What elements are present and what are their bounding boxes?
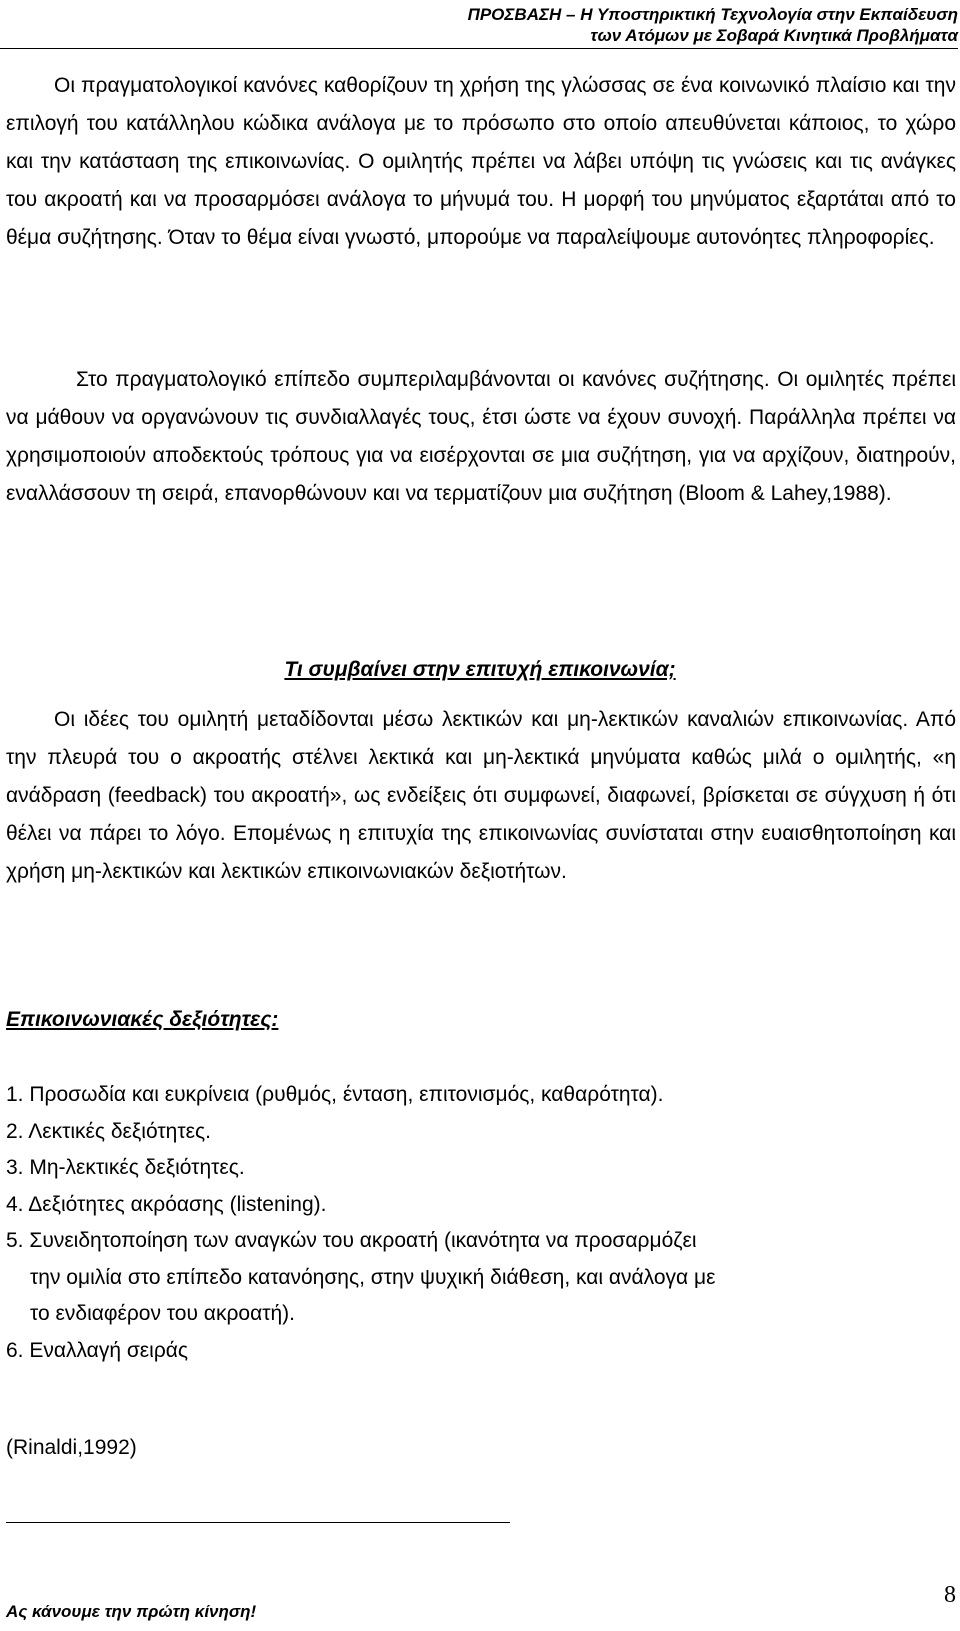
paragraph-conversation-rules: Στο πραγματολογικό επίπεδο συμπεριλαμβάνονται οι κανόνες συζήτησης. Οι ομιλητές πρέπει να μάθουν να οργανώνουν τις συνδιαλλαγές τους, έτσι ώστε να έχουν συνοχή. Παράλληλα πρέπει να χρησιμοποιούν αποδεκτούς τρόπους για να εισέρχονται σε μια συζήτηση, για να αρχίζουν, διατηρούν, εναλλάσσουν τη σειρά, επανορθώνουν και να τερματίζουν μια συζήτηση (Bloom & Lahey,1988).	[6, 368, 956, 505]
list-item-line: την ομιλία στο επίπεδο κατανόησης, στην ψυχική διάθεση, και ανάλογα με	[30, 1265, 716, 1289]
list-item: 6. Εναλλαγή σειράς	[6, 1338, 189, 1362]
header-title-line-1: ΠΡΟΣΒΑΣΗ – Η Υποστηρικτική Τεχνολογία στην Εκπαίδευση	[467, 5, 958, 24]
list-item: 1. Προσωδία και ευκρίνεια (ρυθμός, ένταση, επιτονισμός, καθαρότητα).	[6, 1083, 664, 1106]
header-title-line-2: των Ατόμων με Σοβαρά Κινητικά Προβλήματα	[590, 26, 958, 45]
page-header	[468, 4, 958, 46]
list-item: 3. Μη-λεκτικές δεξιότητες.	[6, 1156, 245, 1179]
list-item-line: 5. Συνειδητοποίηση των αναγκών του ακροατή (ικανότητα να προσαρμόζει	[6, 1229, 697, 1252]
footer-divider	[6, 1522, 510, 1523]
paragraph-pragmatic-rules: Οι πραγματολογικοί κανόνες καθορίζουν τη χρήση της γλώσσας σε ένα κοινωνικό πλαίσιο και την επιλογή του κατάλληλου κώδικα ανάλογα με το πρόσωπο στο οποίο απευθύνεται κάποιος, το χώρο και την κατάσταση της επικοινωνίας. Ο ομιλητής πρέπει να λάβει υπόψη τις γνώσεις και τις ανάγκες του ακροατή και να προσαρμόσει ανάλογα το μήνυμά του. Η μορφή του μηνύματος εξαρτάται από το θέμα συζήτησης. Όταν το θέμα είναι γνωστό, μπορούμε να παραλείψουμε αυτονόητες πληροφορίες.	[6, 74, 956, 249]
section-heading-communication-skills: Επικοινωνιακές δεξιότητες:	[6, 1008, 279, 1031]
citation: (Rinaldi,1992)	[6, 1436, 137, 1459]
footer-slogan: Ας κάνουμε την πρώτη κίνηση!	[6, 1602, 257, 1621]
list-item-line: το ενδιαφέρον του ακροατή).	[30, 1302, 296, 1325]
paragraph-successful-communication: Οι ιδέες του ομιλητή μεταδίδονται μέσω λεκτικών και μη-λεκτικών καναλιών επικοινωνίας. Από την πλευρά του ο ακροατής στέλνει λεκτικά και μη-λεκτικά μηνύματα καθώς μιλά ο ομιλητής, «η ανάδραση (feedback) του ακροατή», ως ενδείξεις ότι συμφωνεί, διαφωνεί, βρίσκεται σε σύγχυση ή ότι θέλει να πάρει το λόγο. Επομένως η επιτυχία της επικοινωνίας συνίσταται στην ευαισθητοποίηση και χρήση μη-λεκτικών και λεκτικών επικοινωνιακών δεξιοτήτων.	[6, 708, 956, 883]
page-number: 8	[944, 1582, 956, 1608]
list-item	[6, 1223, 956, 1333]
skills-list	[6, 1077, 956, 1369]
header-divider	[0, 48, 958, 49]
list-item: 4. Δεξιότητες ακρόασης (listening).	[6, 1192, 327, 1216]
section-heading-successful-communication: Τι συμβαίνει στην επιτυχή επικοινωνία;	[284, 658, 676, 681]
list-item: 2. Λεκτικές δεξιότητες.	[6, 1119, 211, 1143]
